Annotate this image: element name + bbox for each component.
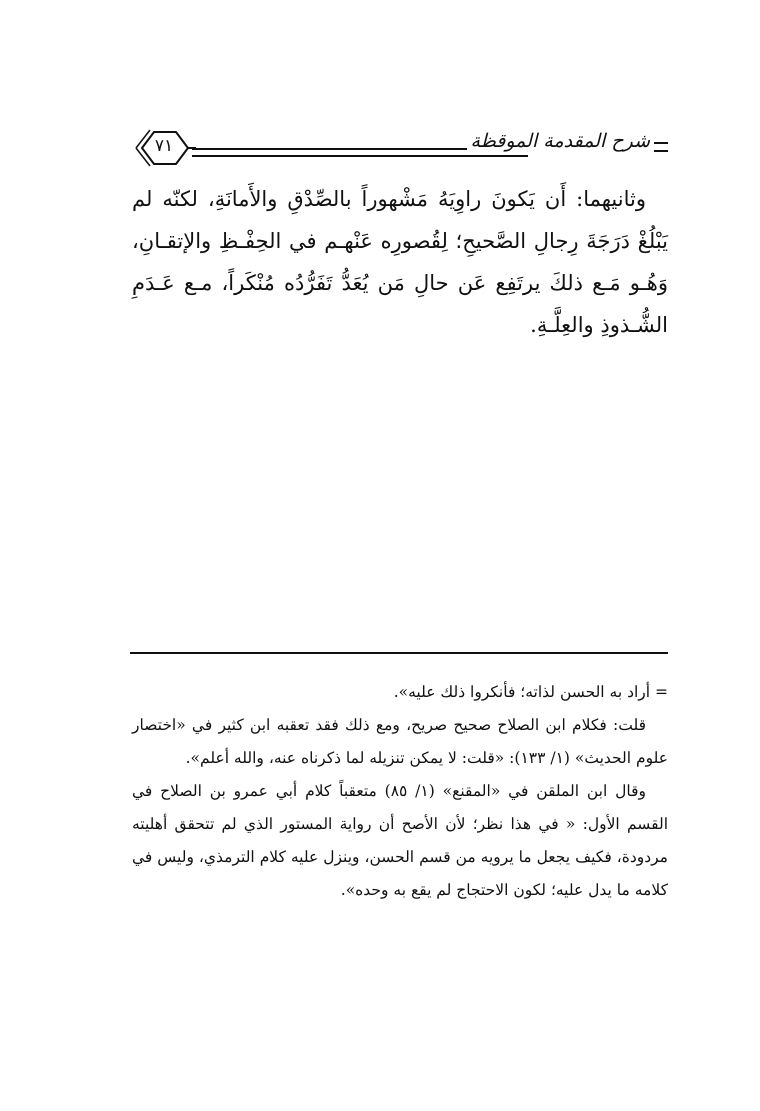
footnote-paragraph: وقال ابن الملقن في «المقنع» (١/ ٨٥) متعقباً كلام أبي عمرو بن الصلاح في القسم الأول: « في هذا نظر؛ لأن الأصح أن رواية المستور الذي لم تتحقق أهليته مردودة، فكيف يجعل ما يرويه من قسم الحسن، وينزل عليه كلام الترمذي، وليس في كلامه ما يدل عليه؛ لكون الاحتجاج لم يقع به وحده». (132, 782, 668, 899)
page-number: ٧١ (154, 136, 174, 156)
main-body (132, 178, 668, 346)
page-number-badge (132, 128, 196, 168)
header-dash (654, 142, 668, 152)
footnote-continuation: = أراد به الحسن لذاته؛ فأنكروا ذلك عليه». (393, 683, 668, 701)
running-title: شرح المقدمة الموقظة (467, 130, 654, 152)
footnote-separator (130, 652, 668, 654)
footnote-paragraph: قلت: فكلام ابن الصلاح صحيح صريح، ومع ذلك فقد تعقبه ابن كثير في «اختصار علوم الحديث» (١/ ١٣٣): «قلت: لا يمكن تنزيله لما ذكرناه عنه، والله أعلم». (132, 716, 668, 767)
footnotes (132, 676, 668, 907)
body-paragraph: وثانيهما: أَن يَكونَ راوِيَهُ مَشْهوراً بالصِّدْقِ والأَمانَةِ، لكنّه لم يَبْلُغْ دَرَجَةَ رِجالِ الصَّحيحِ؛ لِقُصورِه عَنْهـم في الحِفْـظِ والإتقـانِ، وَهُـو مَـع ذلكَ يرتَفِع عَن حالِ مَن يُعَدُّ تَفَرُّدُه مُنْكَراً، مـع عَـدَمِ الشُّـذوذِ والعِلَّـةِ. (132, 187, 668, 337)
running-header (132, 128, 668, 168)
